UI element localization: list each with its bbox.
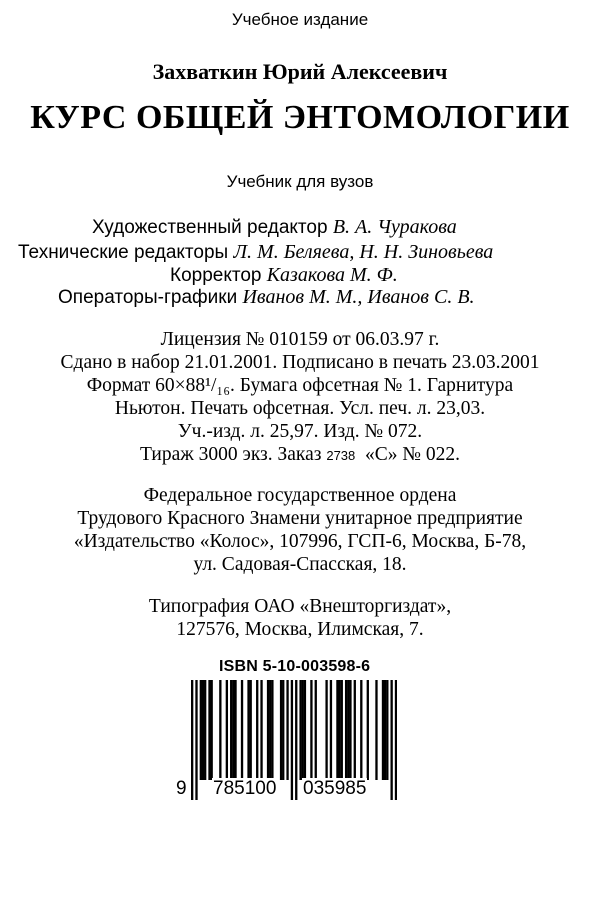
barcode-guard-bar [191, 680, 193, 800]
publisher-line-4: ул. Садовая-Спасская, 18. [193, 554, 407, 575]
credit-corrector [170, 264, 398, 287]
credit-graphics-operators [58, 286, 475, 309]
barcode-bar [208, 680, 210, 780]
barcode-bar [375, 680, 377, 780]
license-line: Лицензия № 010159 от 06.03.97 г. [160, 329, 440, 350]
typeset-dates-line: Сдано в набор 21.01.2001. Подписано в печать 23.03.2001 [60, 352, 540, 373]
barcode-bar [271, 680, 273, 780]
barcode-bar [267, 680, 269, 780]
printer-line-2: 127576, Москва, Илимская, 7. [176, 619, 424, 640]
publisher-line-2: Трудового Красного Знамени унитарное предприятие [77, 508, 523, 529]
format-line-1: Формат 60×88¹/₁₆. Бумага офсетная № 1. Гарнитура [86, 375, 514, 396]
barcode-bar [384, 680, 386, 780]
barcode-bar [204, 680, 206, 780]
barcode-bar [325, 680, 327, 780]
order-number: 2738 [326, 448, 356, 463]
ean-first-digit: 9 [176, 778, 187, 799]
barcode-bar [256, 680, 258, 780]
book-title: КУРС ОБЩЕЙ ЭНТОМОЛОГИИ [30, 99, 570, 136]
barcode-bar [349, 680, 351, 780]
barcode-bar [299, 680, 301, 780]
barcode-bar [338, 680, 340, 780]
format-line-2: Ньютон. Печать офсетная. Усл. печ. л. 23,03. [114, 398, 486, 419]
publisher-line-1: Федеральное государственное ордена [143, 485, 457, 506]
barcode-bar [250, 680, 252, 780]
barcode-bar [315, 680, 317, 780]
barcode-bar [310, 680, 312, 780]
barcode-bar [382, 680, 384, 780]
barcode-bar [260, 680, 262, 780]
barcode-bar [226, 680, 228, 780]
barcode-guard-bar [291, 680, 293, 800]
barcode-bar [341, 680, 343, 780]
barcode-bar [360, 680, 362, 780]
book-subtitle: Учебник для вузов [226, 172, 374, 191]
print-run-text: Тираж 3000 экз. Заказ [139, 444, 322, 465]
barcode-bar [232, 680, 234, 780]
barcode-guard-bar [195, 680, 197, 800]
credit-name: В. А. Чуракова [332, 216, 457, 238]
barcode-guard-bar [395, 680, 397, 800]
ean-right-group: 035985 [303, 778, 367, 799]
barcode-bar [234, 680, 236, 780]
print-run-line [0, 444, 600, 466]
barcode-bar [286, 680, 288, 780]
barcode-guard-bar [295, 680, 297, 800]
barcode-bar [347, 680, 349, 780]
barcode-bar [354, 680, 356, 780]
publisher-line-3: «Издательство «Колос», 107996, ГСП-6, Москва, Б-78, [73, 531, 527, 552]
barcode-bar [202, 680, 204, 780]
credit-role: Художественный редактор [92, 217, 328, 238]
sheets-line: Уч.-изд. л. 25,97. Изд. № 072. [177, 421, 423, 442]
barcode-bar [304, 680, 306, 780]
barcode-bar [330, 680, 332, 780]
credit-art-editor [92, 216, 457, 239]
barcode-bar [219, 680, 221, 780]
barcode-bar [211, 680, 213, 780]
ean-left-group: 785100 [213, 778, 277, 799]
barcode-bar [386, 680, 388, 780]
barcode-bar [282, 680, 284, 780]
barcode-bar [247, 680, 249, 780]
credit-name: Казакова М. Ф. [266, 264, 398, 286]
credit-role: Корректор [170, 265, 262, 286]
barcode-bar [302, 680, 304, 780]
order-suffix: «С» № 022. [365, 444, 461, 465]
credit-role: Технические редакторы [18, 242, 229, 263]
barcode-guard-bar [390, 680, 392, 800]
credit-name: Л. М. Беляева, Н. Н. Зиновьева [233, 241, 494, 263]
barcode-bar [230, 680, 232, 780]
barcode-bar [345, 680, 347, 780]
author-name: Захваткин Юрий Алексеевич [152, 59, 448, 84]
barcode-bar [336, 680, 338, 780]
printer-line-1: Типография ОАО «Внешторгиздат», [148, 596, 452, 617]
isbn-label: ISBN 5-10-003598-6 [219, 658, 371, 675]
barcode-bar [200, 680, 202, 780]
credit-name: Иванов М. М., Иванов С. В. [242, 286, 475, 308]
barcode-bar [367, 680, 369, 780]
barcode-bar [241, 680, 243, 780]
barcode-bar [280, 680, 282, 780]
barcode-bar [269, 680, 271, 780]
credit-role: Операторы-графики [58, 287, 238, 308]
credit-tech-editors [18, 241, 493, 264]
series-label: Учебное издание [231, 10, 369, 29]
